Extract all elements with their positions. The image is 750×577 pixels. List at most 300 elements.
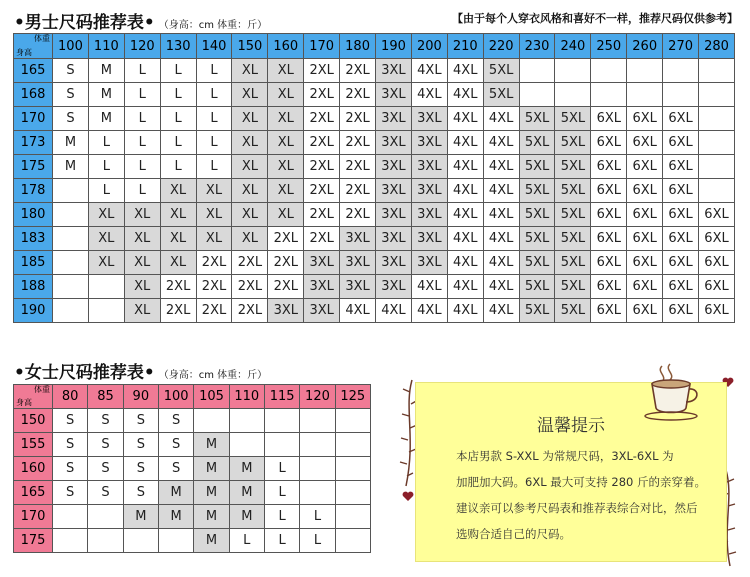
size-cell: 3XL — [376, 59, 412, 83]
size-cell: 4XL — [447, 299, 483, 323]
size-cell: 3XL — [376, 251, 412, 275]
size-cell: 4XL — [447, 275, 483, 299]
size-cell: 2XL — [304, 179, 340, 203]
weight-header-cell: 260 — [627, 34, 663, 59]
women-title-text: •女士尺码推荐表• — [14, 363, 155, 383]
size-cell: L — [124, 179, 160, 203]
size-cell: 4XL — [483, 131, 519, 155]
women-size-table — [13, 384, 371, 553]
size-cell: XL — [196, 227, 232, 251]
size-cell: XL — [268, 179, 304, 203]
size-cell: L — [196, 155, 232, 179]
size-cell: 3XL — [376, 155, 412, 179]
weight-header-cell: 100 — [53, 34, 89, 59]
table-row — [14, 131, 735, 155]
table-row — [14, 83, 735, 107]
size-cell: 5XL — [519, 179, 555, 203]
height-label-cell: 175 — [14, 529, 53, 553]
table-row — [14, 505, 371, 529]
table-row — [14, 481, 371, 505]
size-cell — [88, 299, 124, 323]
size-cell: 2XL — [232, 251, 268, 275]
size-cell: 4XL — [447, 251, 483, 275]
size-cell — [300, 433, 335, 457]
size-cell: L — [300, 505, 335, 529]
size-cell: 5XL — [519, 275, 555, 299]
height-label-cell: 168 — [14, 83, 53, 107]
size-cell: 2XL — [160, 299, 196, 323]
weight-header-cell: 160 — [268, 34, 304, 59]
height-label-cell: 178 — [14, 179, 53, 203]
size-cell: M — [53, 131, 89, 155]
header-row — [14, 34, 735, 59]
weight-header-cell: 90 — [123, 385, 158, 409]
size-cell: 2XL — [196, 275, 232, 299]
size-cell — [699, 155, 735, 179]
size-cell — [519, 59, 555, 83]
size-cell: M — [88, 83, 124, 107]
warm-tips-line: 加肥加大码。6XL 最大可支持 280 斤的亲穿着。 — [456, 475, 707, 489]
heart-icon — [402, 490, 414, 502]
size-cell — [53, 505, 88, 529]
size-cell — [335, 409, 370, 433]
weight-header-cell: 110 — [229, 385, 264, 409]
weight-header-cell: 125 — [335, 385, 370, 409]
size-cell: S — [53, 107, 89, 131]
size-cell: 6XL — [627, 107, 663, 131]
size-cell: 5XL — [519, 107, 555, 131]
size-cell: M — [88, 59, 124, 83]
size-cell: 4XL — [483, 203, 519, 227]
size-cell: 6XL — [627, 155, 663, 179]
size-cell: 6XL — [591, 131, 627, 155]
size-cell — [699, 83, 735, 107]
size-cell: S — [53, 59, 89, 83]
size-cell: 5XL — [519, 251, 555, 275]
size-cell: XL — [268, 59, 304, 83]
size-cell: 6XL — [663, 107, 699, 131]
size-cell: XL — [268, 107, 304, 131]
size-cell: 5XL — [519, 131, 555, 155]
size-cell: 2XL — [196, 251, 232, 275]
size-cell: S — [123, 409, 158, 433]
size-cell: 5XL — [555, 131, 591, 155]
size-cell: 6XL — [591, 275, 627, 299]
size-cell: 6XL — [627, 275, 663, 299]
header-row — [14, 385, 371, 409]
table-row — [14, 529, 371, 553]
size-cell — [123, 529, 158, 553]
height-label-cell: 165 — [14, 59, 53, 83]
size-cell: XL — [232, 179, 268, 203]
size-cell — [53, 227, 89, 251]
size-cell: 3XL — [304, 299, 340, 323]
size-cell: 4XL — [411, 83, 447, 107]
size-cell — [229, 433, 264, 457]
size-cell: XL — [232, 203, 268, 227]
size-cell: XL — [268, 83, 304, 107]
size-cell: 2XL — [160, 275, 196, 299]
size-cell: 5XL — [519, 299, 555, 323]
size-cell: 2XL — [304, 227, 340, 251]
size-cell: 5XL — [555, 179, 591, 203]
weight-header-cell: 220 — [483, 34, 519, 59]
size-cell: 4XL — [447, 227, 483, 251]
size-cell: 2XL — [340, 131, 376, 155]
size-cell — [53, 299, 89, 323]
size-cell: M — [229, 457, 264, 481]
size-cell: 5XL — [555, 155, 591, 179]
size-cell: 4XL — [411, 59, 447, 83]
size-cell: 4XL — [447, 155, 483, 179]
size-cell — [663, 83, 699, 107]
warm-tips-body — [456, 443, 718, 547]
size-cell: XL — [124, 251, 160, 275]
size-cell: 2XL — [196, 299, 232, 323]
weight-header-cell: 210 — [447, 34, 483, 59]
size-cell: XL — [88, 227, 124, 251]
size-cell: L — [124, 59, 160, 83]
height-label-cell: 175 — [14, 155, 53, 179]
weight-header-cell: 120 — [124, 34, 160, 59]
size-cell: M — [53, 155, 89, 179]
size-cell: L — [160, 107, 196, 131]
size-cell: XL — [160, 179, 196, 203]
size-cell: S — [88, 457, 123, 481]
size-cell: L — [196, 59, 232, 83]
size-cell — [699, 131, 735, 155]
size-cell: S — [123, 457, 158, 481]
weight-header-cell: 230 — [519, 34, 555, 59]
size-cell: 3XL — [411, 203, 447, 227]
size-cell: 6XL — [627, 299, 663, 323]
size-cell: 6XL — [699, 251, 735, 275]
size-cell: L — [160, 155, 196, 179]
size-cell: 5XL — [519, 227, 555, 251]
size-cell: 6XL — [627, 251, 663, 275]
size-cell: L — [88, 179, 124, 203]
size-cell: L — [264, 505, 299, 529]
warm-tips-line: 选购合适自己的尺码。 — [456, 527, 571, 541]
size-cell: 4XL — [483, 275, 519, 299]
size-cell: 6XL — [591, 179, 627, 203]
size-cell: S — [123, 433, 158, 457]
size-cell: L — [300, 529, 335, 553]
size-cell: S — [53, 457, 88, 481]
size-cell — [53, 251, 89, 275]
height-label-cell: 188 — [14, 275, 53, 299]
size-cell — [591, 83, 627, 107]
weight-header-cell: 115 — [264, 385, 299, 409]
size-cell: M — [123, 505, 158, 529]
size-cell: L — [160, 131, 196, 155]
weight-header-cell: 190 — [376, 34, 412, 59]
size-cell: 3XL — [340, 251, 376, 275]
warm-tips-title: 温馨提示 — [537, 416, 605, 436]
size-cell: 6XL — [591, 155, 627, 179]
size-cell: 4XL — [483, 107, 519, 131]
size-cell: 3XL — [411, 107, 447, 131]
size-cell: L — [124, 83, 160, 107]
height-label-cell: 173 — [14, 131, 53, 155]
size-cell: XL — [232, 131, 268, 155]
size-cell — [88, 275, 124, 299]
size-cell — [591, 59, 627, 83]
size-cell: 5XL — [555, 203, 591, 227]
size-cell: 4XL — [447, 83, 483, 107]
size-cell: 6XL — [663, 299, 699, 323]
size-cell — [264, 433, 299, 457]
weight-header-cell: 85 — [88, 385, 123, 409]
size-cell: XL — [88, 203, 124, 227]
size-reference-note: 【由于每个人穿衣风格和喜好不一样，推荐尺码仅供参考】 — [452, 12, 738, 25]
size-cell: L — [196, 107, 232, 131]
size-cell: XL — [160, 227, 196, 251]
size-cell: 6XL — [699, 203, 735, 227]
size-cell — [53, 179, 89, 203]
weight-header-cell: 200 — [411, 34, 447, 59]
size-cell — [300, 457, 335, 481]
size-cell — [88, 505, 123, 529]
corner-height-label: 身高 — [16, 398, 32, 407]
weight-header-cell: 140 — [196, 34, 232, 59]
weight-header-cell: 280 — [699, 34, 735, 59]
size-cell — [53, 275, 89, 299]
size-cell: XL — [268, 203, 304, 227]
size-cell: 5XL — [483, 59, 519, 83]
size-cell: S — [88, 433, 123, 457]
size-cell — [335, 529, 370, 553]
size-cell: 3XL — [376, 275, 412, 299]
size-cell: 3XL — [411, 227, 447, 251]
size-cell: M — [229, 505, 264, 529]
size-cell — [264, 409, 299, 433]
size-cell: 6XL — [591, 251, 627, 275]
height-label-cell: 185 — [14, 251, 53, 275]
size-cell: 3XL — [376, 83, 412, 107]
size-cell: 3XL — [376, 179, 412, 203]
table-row — [14, 227, 735, 251]
size-cell: 6XL — [591, 227, 627, 251]
weight-header-cell: 120 — [300, 385, 335, 409]
warm-tips-line: 建议亲可以参考尺码表和推荐表综合对比，然后 — [456, 501, 698, 515]
size-cell: L — [160, 59, 196, 83]
size-cell: M — [229, 481, 264, 505]
size-cell: 4XL — [411, 299, 447, 323]
size-cell: 5XL — [555, 299, 591, 323]
size-cell: S — [53, 409, 88, 433]
size-cell: 3XL — [268, 299, 304, 323]
size-cell: XL — [232, 155, 268, 179]
size-cell: S — [158, 409, 193, 433]
size-cell: 3XL — [376, 107, 412, 131]
size-cell: 2XL — [340, 83, 376, 107]
size-cell: 5XL — [555, 227, 591, 251]
men-unit-text: （身高：cm 体重：斤） — [158, 20, 268, 31]
size-cell: 2XL — [304, 83, 340, 107]
size-cell: L — [264, 457, 299, 481]
size-cell: XL — [196, 179, 232, 203]
size-cell: S — [88, 409, 123, 433]
size-cell: 4XL — [483, 155, 519, 179]
size-cell: M — [194, 481, 229, 505]
weight-header-cell: 250 — [591, 34, 627, 59]
size-cell — [335, 481, 370, 505]
size-cell: 4XL — [376, 299, 412, 323]
size-cell: 2XL — [340, 179, 376, 203]
size-cell: 6XL — [627, 203, 663, 227]
size-cell — [53, 529, 88, 553]
size-cell: 4XL — [411, 275, 447, 299]
size-cell: 4XL — [447, 59, 483, 83]
size-cell: 3XL — [304, 251, 340, 275]
size-cell: 3XL — [304, 275, 340, 299]
size-cell — [519, 83, 555, 107]
size-cell: 4XL — [483, 251, 519, 275]
size-cell: 3XL — [340, 227, 376, 251]
size-cell: L — [160, 83, 196, 107]
size-cell: M — [194, 457, 229, 481]
size-cell: 4XL — [483, 227, 519, 251]
table-row — [14, 409, 371, 433]
size-cell: 4XL — [447, 179, 483, 203]
size-cell: 6XL — [627, 179, 663, 203]
size-cell: XL — [196, 203, 232, 227]
size-cell: M — [194, 433, 229, 457]
men-size-chart-title — [14, 8, 267, 33]
size-cell — [555, 59, 591, 83]
size-cell: 2XL — [340, 107, 376, 131]
size-cell: 2XL — [340, 155, 376, 179]
size-cell: 2XL — [304, 131, 340, 155]
size-cell: 2XL — [304, 203, 340, 227]
size-cell: L — [264, 529, 299, 553]
coffee-cup-icon — [640, 362, 710, 422]
size-cell: L — [229, 529, 264, 553]
size-cell: 6XL — [699, 299, 735, 323]
size-cell: L — [196, 83, 232, 107]
size-cell: S — [53, 481, 88, 505]
size-cell: 6XL — [663, 131, 699, 155]
size-cell — [335, 505, 370, 529]
corner-cell — [14, 385, 53, 409]
size-cell: S — [123, 481, 158, 505]
table-row — [14, 203, 735, 227]
table-row — [14, 155, 735, 179]
size-cell: 5XL — [519, 203, 555, 227]
size-cell: S — [158, 457, 193, 481]
size-cell — [335, 433, 370, 457]
size-cell — [158, 529, 193, 553]
weight-header-cell: 130 — [160, 34, 196, 59]
size-cell — [627, 83, 663, 107]
size-cell: 2XL — [268, 275, 304, 299]
men-title-text: •男士尺码推荐表• — [14, 13, 155, 33]
size-cell — [229, 409, 264, 433]
size-cell: 6XL — [627, 131, 663, 155]
size-cell — [194, 409, 229, 433]
size-cell: 4XL — [483, 179, 519, 203]
size-cell — [300, 409, 335, 433]
weight-header-cell: 270 — [663, 34, 699, 59]
table-row — [14, 299, 735, 323]
weight-header-cell: 150 — [232, 34, 268, 59]
women-unit-text: （身高：cm 体重：斤） — [158, 370, 268, 381]
size-cell — [699, 59, 735, 83]
table-row — [14, 59, 735, 83]
size-cell: M — [158, 481, 193, 505]
size-cell: 2XL — [304, 107, 340, 131]
size-cell: L — [124, 107, 160, 131]
size-cell: 2XL — [268, 251, 304, 275]
size-cell: 4XL — [483, 299, 519, 323]
size-cell: 5XL — [555, 275, 591, 299]
height-label-cell: 160 — [14, 457, 53, 481]
size-cell: XL — [124, 275, 160, 299]
weight-header-cell: 80 — [53, 385, 88, 409]
size-cell: 3XL — [340, 275, 376, 299]
size-cell: M — [158, 505, 193, 529]
warm-tips-line: 本店男款 S-XXL 为常规尺码，3XL-6XL 为 — [456, 449, 674, 463]
size-cell: M — [194, 505, 229, 529]
table-row — [14, 179, 735, 203]
size-cell: 4XL — [447, 203, 483, 227]
size-cell: S — [88, 481, 123, 505]
size-cell: XL — [124, 299, 160, 323]
size-cell: XL — [88, 251, 124, 275]
size-cell: 6XL — [591, 203, 627, 227]
height-label-cell: 165 — [14, 481, 53, 505]
height-label-cell: 180 — [14, 203, 53, 227]
size-cell: 4XL — [447, 131, 483, 155]
size-cell: L — [264, 481, 299, 505]
weight-header-cell: 105 — [194, 385, 229, 409]
size-cell: 2XL — [304, 59, 340, 83]
size-cell — [88, 529, 123, 553]
size-cell: XL — [232, 107, 268, 131]
size-cell: 5XL — [519, 155, 555, 179]
height-label-cell: 183 — [14, 227, 53, 251]
size-cell: 6XL — [663, 203, 699, 227]
size-cell: 4XL — [340, 299, 376, 323]
size-cell — [555, 83, 591, 107]
size-cell — [335, 457, 370, 481]
size-cell: 6XL — [663, 251, 699, 275]
size-cell: 3XL — [411, 131, 447, 155]
size-cell: S — [158, 433, 193, 457]
height-label-cell: 190 — [14, 299, 53, 323]
size-cell: S — [53, 83, 89, 107]
weight-header-cell: 180 — [340, 34, 376, 59]
size-cell: M — [88, 107, 124, 131]
size-cell: L — [124, 155, 160, 179]
size-cell: XL — [268, 131, 304, 155]
size-cell: 2XL — [232, 299, 268, 323]
weight-header-cell: 100 — [158, 385, 193, 409]
size-cell: 5XL — [555, 107, 591, 131]
size-cell: XL — [232, 59, 268, 83]
size-cell: 3XL — [411, 155, 447, 179]
size-cell: 3XL — [376, 227, 412, 251]
size-cell: XL — [268, 155, 304, 179]
size-cell: M — [194, 529, 229, 553]
size-cell: XL — [160, 251, 196, 275]
size-cell — [627, 59, 663, 83]
size-cell: L — [88, 155, 124, 179]
table-row — [14, 251, 735, 275]
size-cell: 6XL — [699, 275, 735, 299]
size-cell: 2XL — [304, 155, 340, 179]
